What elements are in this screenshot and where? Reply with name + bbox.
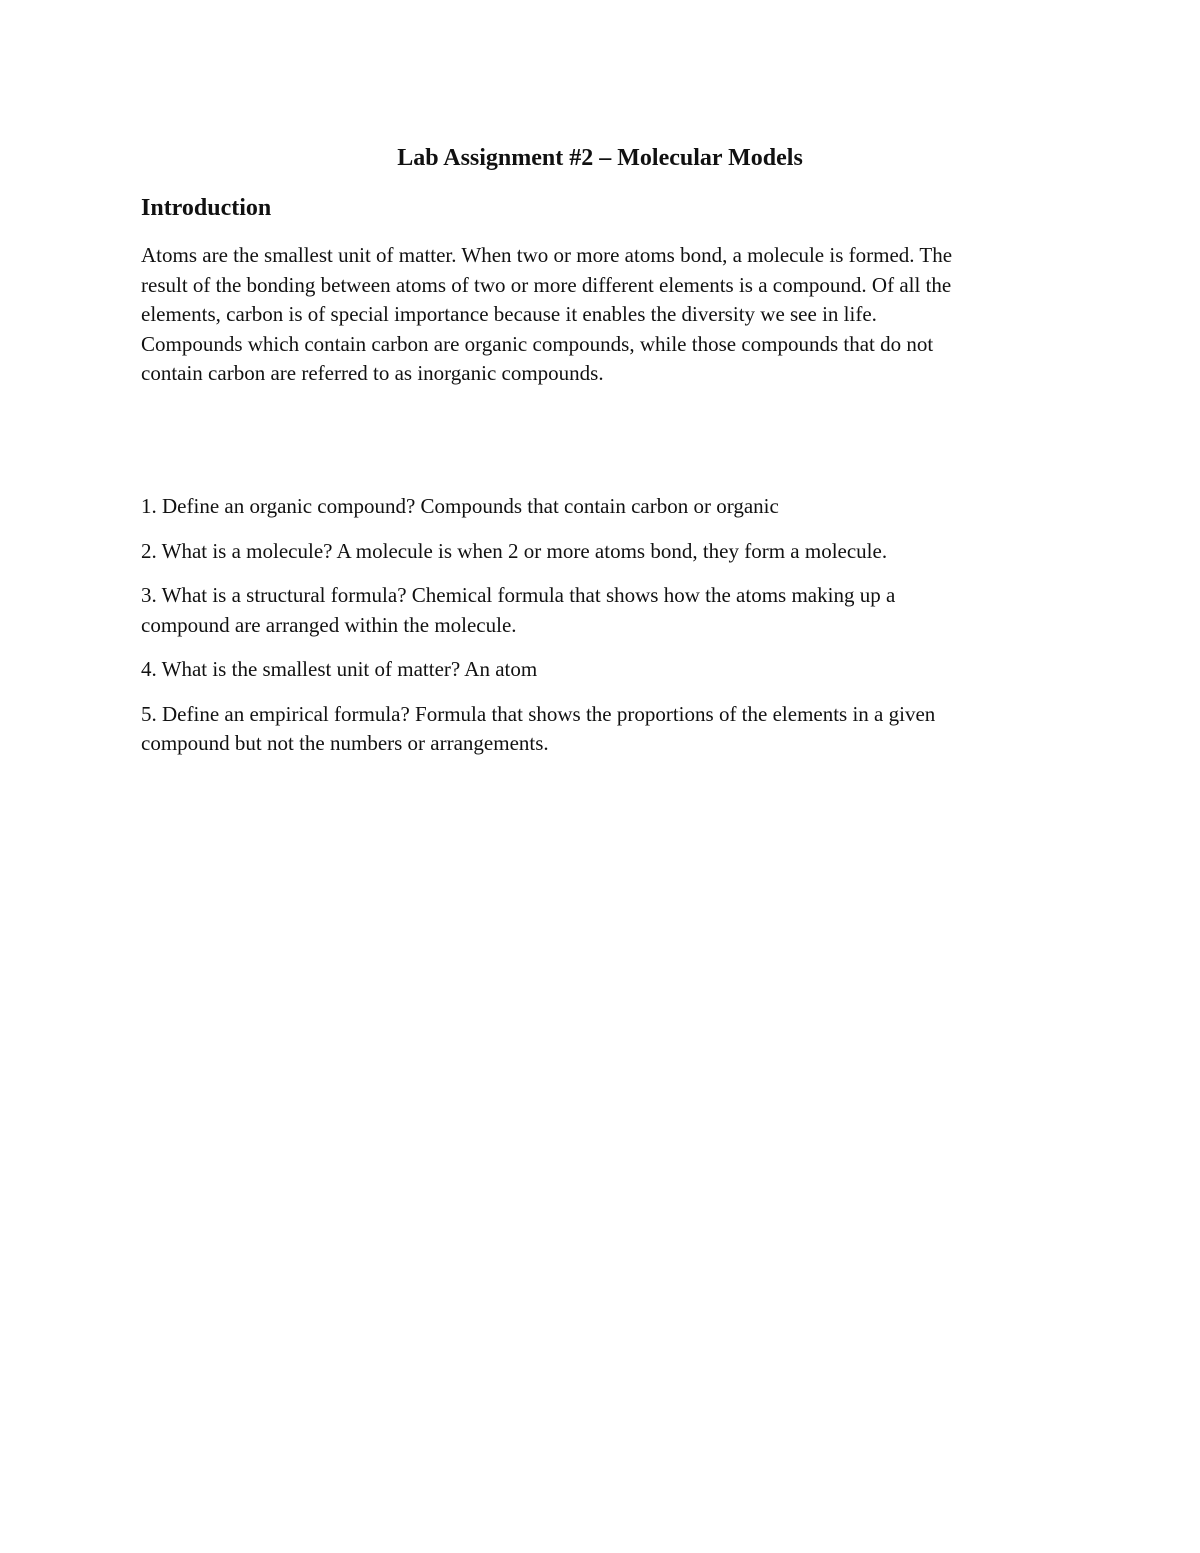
question-line: compound but not the numbers or arrangements. <box>141 731 549 755</box>
question-line: 4. What is the smallest unit of matter? An atom <box>141 657 538 681</box>
intro-line: Atoms are the smallest unit of matter. When two or more atoms bond, a molecule is formed. The <box>141 243 953 267</box>
question-line: 5. Define an empirical formula? Formula that shows the proportions of the elements in a given <box>141 701 936 726</box>
intro-line: contain carbon are referred to as inorganic compounds. <box>141 361 604 385</box>
question-item-1 <box>141 492 1071 522</box>
intro-line: Compounds which contain carbon are organic compounds, while those compounds that do not <box>141 331 934 356</box>
question-item-3 <box>141 581 1071 640</box>
section-heading-introduction: Introduction <box>141 195 272 221</box>
intro-line: result of the bonding between atoms of two or more different elements is a compound. Of all the <box>141 272 952 297</box>
question-line: compound are arranged within the molecule. <box>141 612 517 637</box>
question-item-4 <box>141 655 1071 685</box>
question-item-5 <box>141 700 1071 759</box>
question-item-2 <box>141 537 1071 567</box>
intro-paragraph <box>141 241 1071 389</box>
question-line: 3. What is a structural formula? Chemical formula that shows how the atoms making up a <box>141 583 896 607</box>
question-line: 1. Define an organic compound? Compounds that contain carbon or organic <box>141 494 779 518</box>
intro-line: elements, carbon is of special importance because it enables the diversity we see in life. <box>141 302 877 326</box>
question-line: 2. What is a molecule? A molecule is when 2 or more atoms bond, they form a molecule. <box>141 538 888 563</box>
document-title: Lab Assignment #2 – Molecular Models <box>397 145 803 171</box>
question-list <box>141 492 1071 774</box>
